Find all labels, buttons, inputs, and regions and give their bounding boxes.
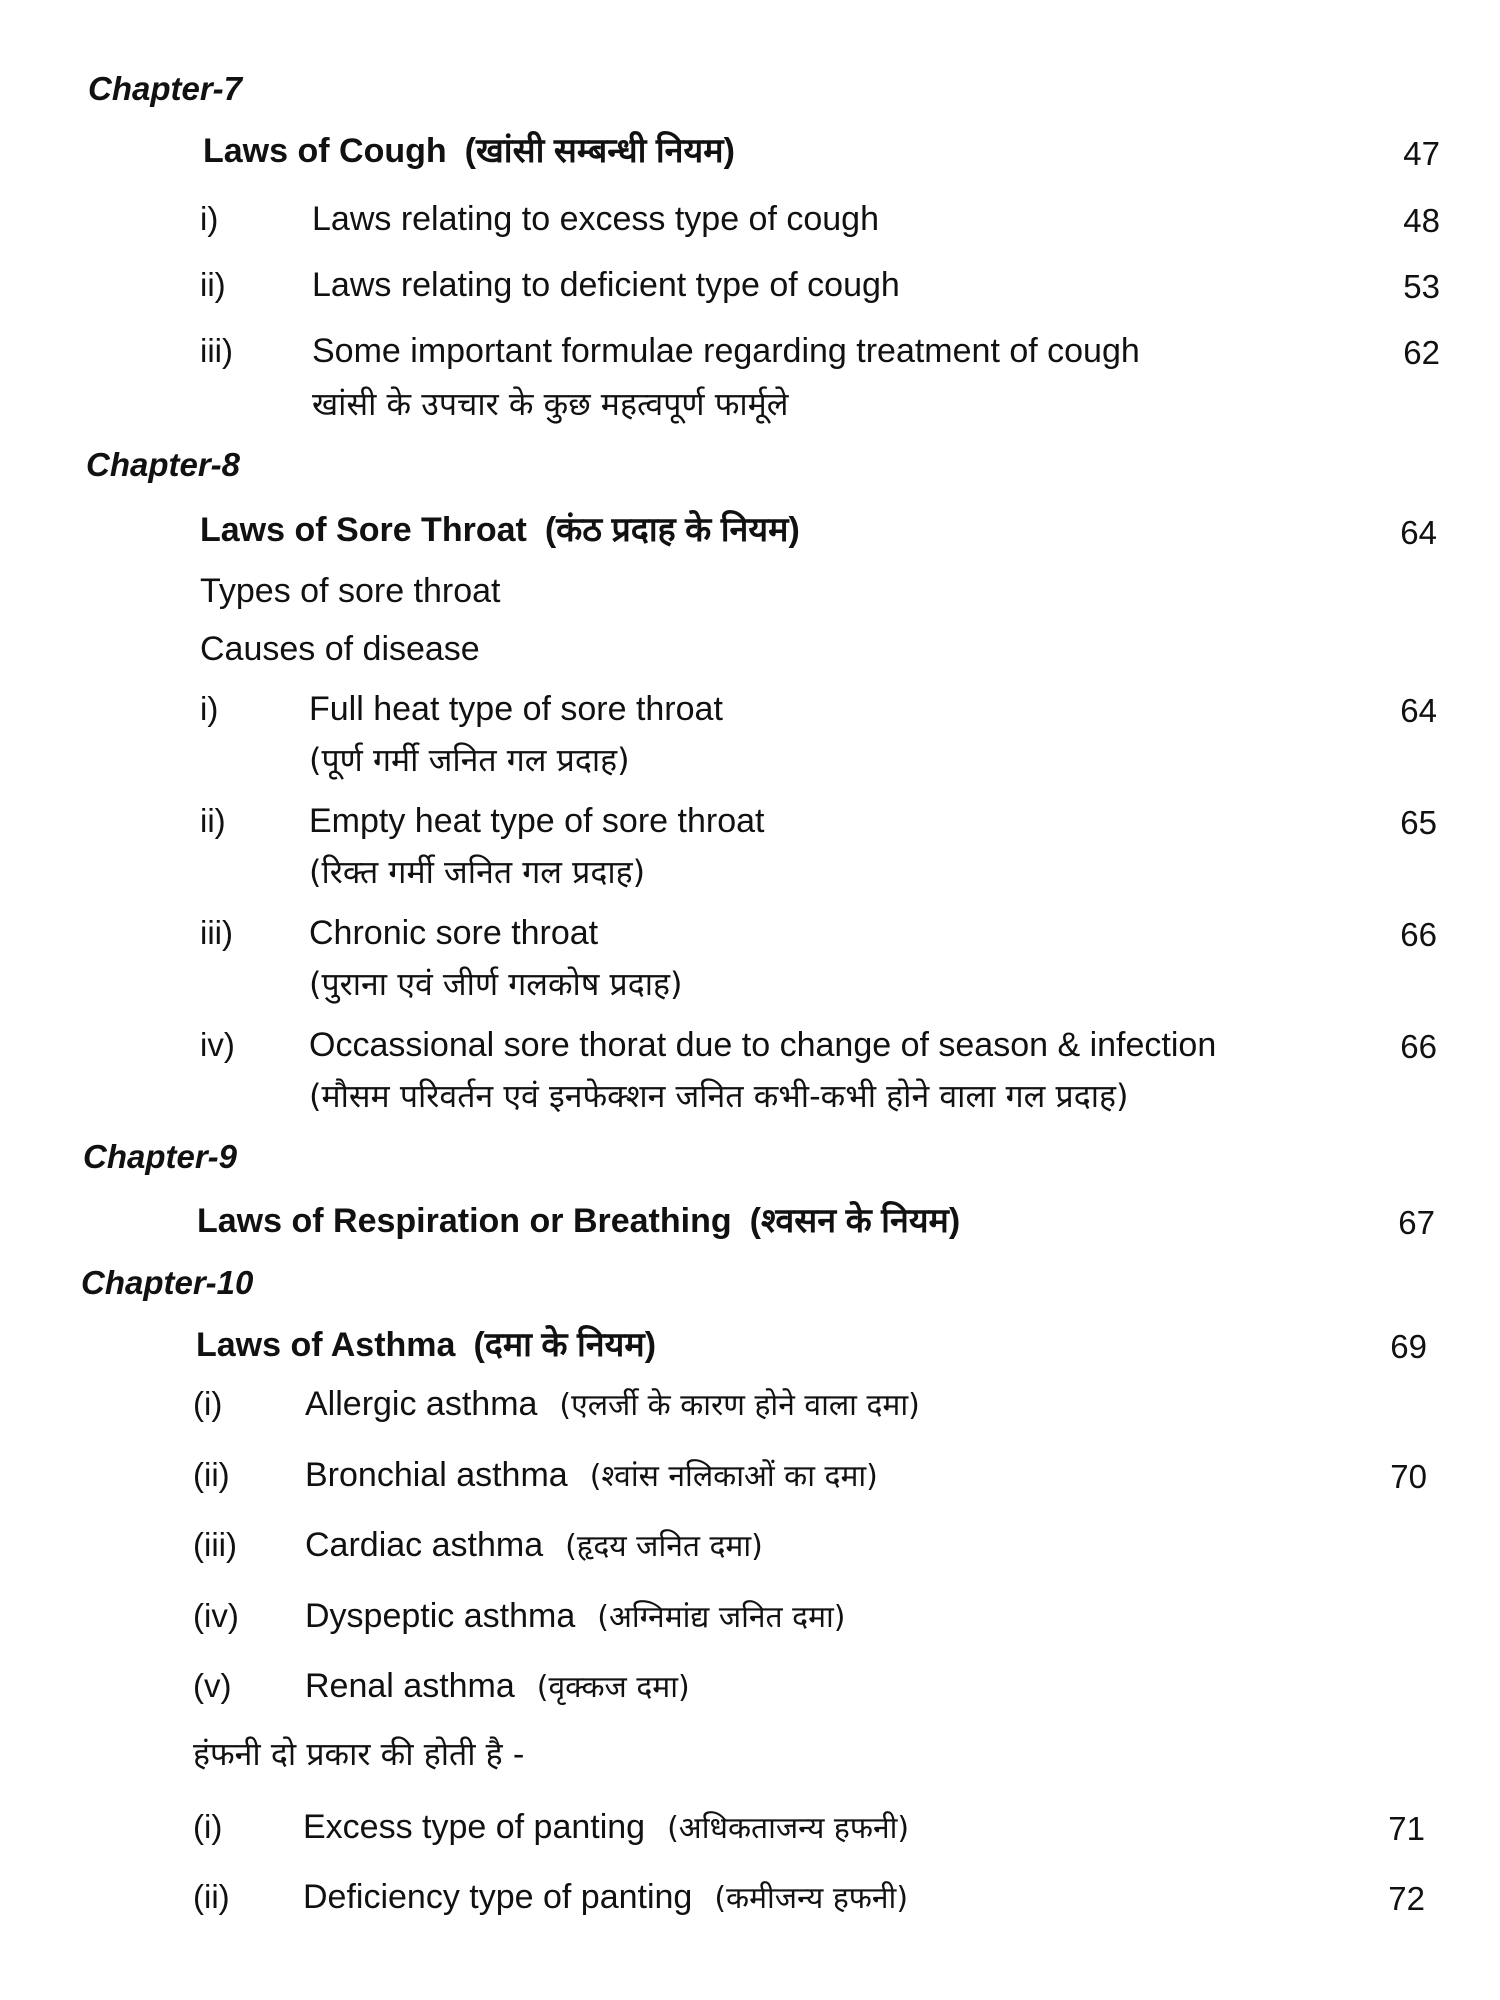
entry-text: Deficiency type of panting <box>303 1878 693 1916</box>
item-number: i) <box>200 690 219 727</box>
chapter-10-title[interactable] <box>196 1328 656 1362</box>
chapter-8-label: Chapter-8 <box>86 446 241 483</box>
item-number: iv) <box>200 1026 235 1063</box>
toc-entry[interactable]: Chronic sore throat <box>309 914 599 952</box>
section-line: Types of sore throat <box>200 572 501 610</box>
entry-page: 53 <box>1403 268 1440 305</box>
item-number: i) <box>200 200 219 237</box>
entry-hindi-subtitle: खांसी के उपचार के कुछ महत्वपूर्ण फार्मूले <box>312 385 789 423</box>
entry-page: 65 <box>1400 804 1437 841</box>
chapter-9-title[interactable] <box>197 1204 960 1238</box>
toc-entry[interactable] <box>305 1528 763 1562</box>
entry-text: Renal asthma <box>305 1667 515 1705</box>
entry-page: 72 <box>1388 1880 1425 1917</box>
entry-hindi: (एलर्जी के कारण होने वाला दमा) <box>559 1388 920 1423</box>
entry-page: 71 <box>1388 1810 1425 1847</box>
entry-hindi-subtitle: (रिक्त गर्मी जनित गल प्रदाह) <box>309 853 646 891</box>
chapter-8-title[interactable] <box>200 513 800 547</box>
entry-page: 64 <box>1400 692 1437 729</box>
toc-entry[interactable] <box>305 1458 878 1492</box>
section-line: Causes of disease <box>200 630 480 668</box>
chapter-7-title-hi: (खांसी सम्बन्धी नियम) <box>464 132 735 170</box>
item-number: (i) <box>193 1808 223 1845</box>
chapter-7-label: Chapter-7 <box>88 70 243 107</box>
toc-entry[interactable] <box>303 1880 908 1914</box>
chapter-7-page: 47 <box>1403 135 1440 172</box>
entry-hindi: (हृदय जनित दमा) <box>565 1529 763 1564</box>
entry-page: 66 <box>1400 1028 1437 1065</box>
item-number: (iv) <box>193 1597 239 1634</box>
item-number: (ii) <box>193 1878 230 1915</box>
toc-entry[interactable] <box>305 1599 846 1633</box>
entry-text: Excess type of panting <box>303 1808 646 1846</box>
entry-hindi: (अधिकताजन्य हफनी) <box>667 1811 910 1846</box>
entry-hindi: (श्वांस नलिकाओं का दमा) <box>589 1459 878 1494</box>
item-number: iii) <box>200 914 233 951</box>
item-number: ii) <box>200 802 226 839</box>
entry-hindi-subtitle: (पूर्ण गर्मी जनित गल प्रदाह) <box>309 741 630 779</box>
toc-entry[interactable] <box>303 1810 909 1844</box>
entry-text: Allergic asthma <box>305 1385 538 1423</box>
entry-text: Cardiac asthma <box>305 1526 544 1564</box>
panting-intro: हंफनी दो प्रकार की होती है - <box>193 1735 525 1773</box>
entry-page: 70 <box>1390 1458 1427 1495</box>
item-number: (i) <box>193 1385 223 1422</box>
chapter-7-title[interactable] <box>203 134 735 168</box>
toc-entry[interactable]: Laws relating to excess type of cough <box>312 200 879 238</box>
item-number: (iii) <box>193 1526 237 1563</box>
toc-entry[interactable]: Laws relating to deficient type of cough <box>312 266 900 304</box>
chapter-9-title-hi: (श्वसन के नियम) <box>749 1202 961 1240</box>
toc-entry[interactable]: Occassional sore thorat due to change of season & infection <box>309 1026 1217 1064</box>
chapter-10-page: 69 <box>1390 1328 1427 1365</box>
toc-entry[interactable]: Some important formulae regarding treatment of cough <box>312 332 1140 370</box>
chapter-9-label: Chapter-9 <box>83 1138 238 1175</box>
chapter-8-title-hi: (कंठ प्रदाह के नियम) <box>544 511 800 549</box>
item-number: ii) <box>200 266 226 303</box>
entry-page: 66 <box>1400 916 1437 953</box>
chapter-9-page: 67 <box>1398 1204 1435 1241</box>
chapter-10-label: Chapter-10 <box>81 1264 254 1301</box>
entry-hindi-subtitle: (पुराना एवं जीर्ण गलकोष प्रदाह) <box>309 965 683 1003</box>
entry-hindi-subtitle: (मौसम परिवर्तन एवं इनफेक्शन जनित कभी-कभी होने वाला गल प्रदाह) <box>309 1077 1129 1115</box>
chapter-9-title-en: Laws of Respiration or Breathing <box>197 1202 732 1240</box>
toc-entry[interactable]: Empty heat type of sore throat <box>309 802 765 840</box>
chapter-7-title-en: Laws of Cough <box>203 132 447 170</box>
chapter-10-title-en: Laws of Asthma <box>196 1326 456 1364</box>
entry-text: Dyspeptic asthma <box>305 1597 576 1635</box>
entry-page: 48 <box>1403 202 1440 239</box>
item-number: (v) <box>193 1667 232 1704</box>
entry-hindi: (अग्निमांद्य जनित दमा) <box>597 1600 846 1635</box>
toc-entry[interactable]: Full heat type of sore throat <box>309 690 723 728</box>
item-number: iii) <box>200 332 233 369</box>
item-number: (ii) <box>193 1456 230 1493</box>
entry-hindi: (कमीजन्य हफनी) <box>714 1881 909 1916</box>
chapter-8-title-en: Laws of Sore Throat <box>200 511 527 549</box>
chapter-8-page: 64 <box>1400 514 1437 551</box>
toc-entry[interactable] <box>305 1669 690 1703</box>
chapter-10-title-hi: (दमा के नियम) <box>473 1326 657 1364</box>
entry-hindi: (वृक्कज दमा) <box>536 1670 690 1705</box>
entry-page: 62 <box>1403 334 1440 371</box>
toc-entry[interactable] <box>305 1387 920 1421</box>
entry-text: Bronchial asthma <box>305 1456 568 1494</box>
